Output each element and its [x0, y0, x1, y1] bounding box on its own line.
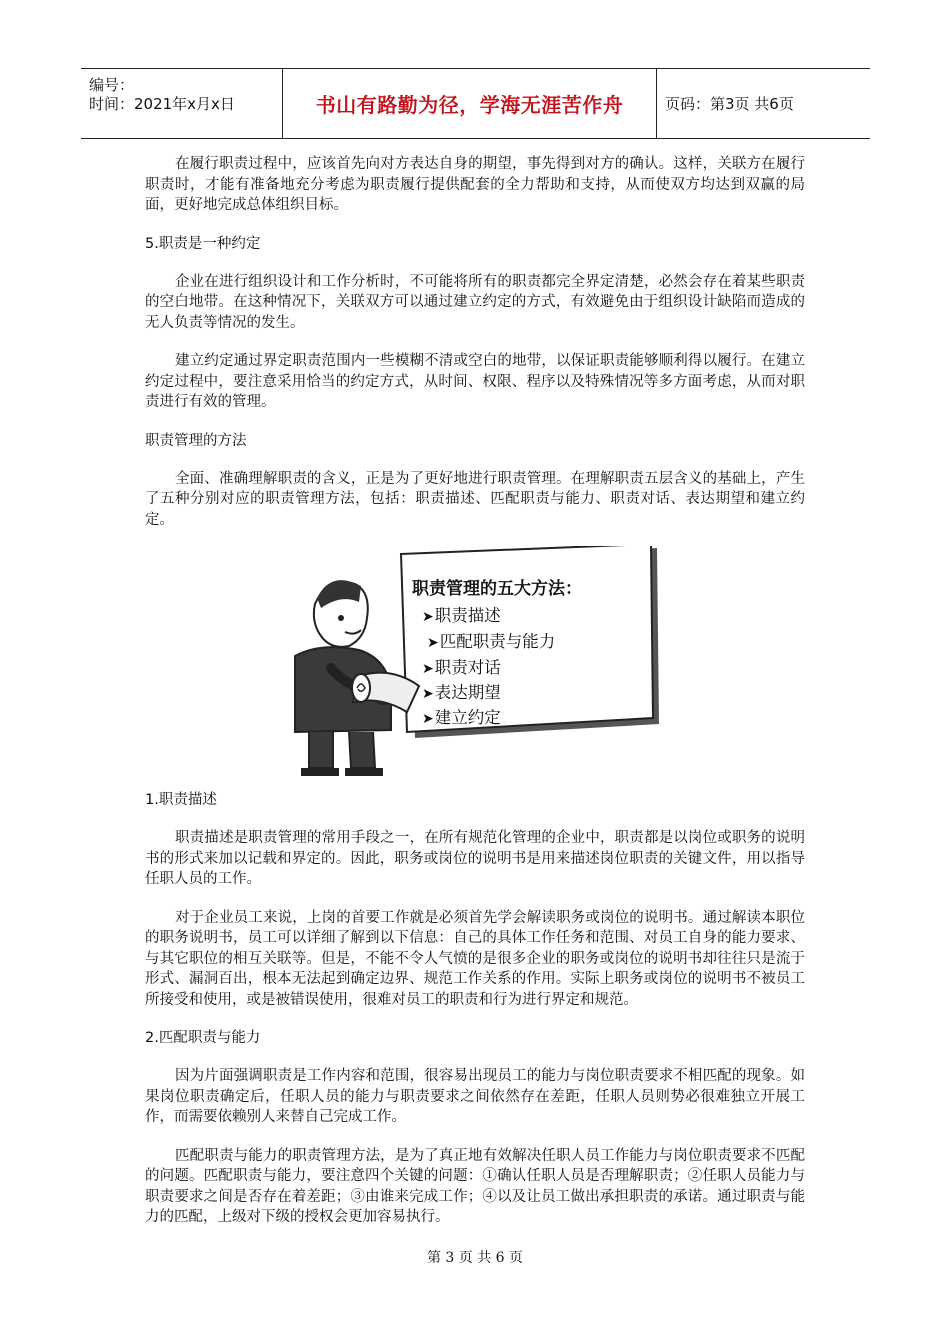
arrow-icon: ➤ — [422, 661, 434, 677]
motto: 书山有路勤为径，学海无涯苦作舟 — [315, 93, 624, 117]
arrow-icon: ➤ — [422, 686, 434, 702]
method-item: ➤匹配职责与能力 — [427, 632, 556, 651]
page-header — [81, 68, 870, 139]
paragraph-3: 建立约定通过界定职责范围内一些模糊不清或空白的地带，以保证职责能够顺利得以履行。在建立约定过程中，要注意采用恰当的约定方式，从时间、权限、程序以及特殊情况等多方面考虑，从而对职责进行有效的管理。 — [145, 353, 805, 410]
header-meta-cell — [81, 69, 283, 138]
document-body — [145, 154, 805, 1228]
header-page-cell — [657, 69, 870, 138]
method-item: ➤建立约定 — [422, 708, 501, 727]
illustration-title: 职责管理的五大方法： — [412, 579, 582, 599]
heading-5: 5.职责是一种约定 — [145, 235, 261, 252]
paragraph-2: 企业在进行组织设计和工作分析时，不可能将所有的职责都完全界定清楚，必然会存在着某些职责的空白地带。在这种情况下，关联双方可以通过建立约定的方式，有效避免由于组织设计缺陷而造成的无人负责等情况的发生。 — [145, 273, 805, 331]
method-item: ➤职责描述 — [422, 606, 501, 625]
paragraph-8: 匹配职责与能力的职责管理方法，是为了真正地有效解决任职人员工作能力与岗位职责要求不匹配的问题。匹配职责与能力，要注意四个关键的问题：①确认任职人员是否理解职责；②任职人员能力与职责要求之间是否存在着差距；③由谁来完成工作；④以及让员工做出承担职责的承诺。通过职责与能力的匹配，上级对下级的授权会更加容易执行。 — [145, 1147, 805, 1225]
arrow-icon: ➤ — [427, 635, 439, 651]
page-footer: 第 3 页 共 6 页 — [426, 1250, 524, 1266]
page-label: 页码：第3页 共6页 — [665, 95, 794, 113]
paragraph-6: 对于企业员工来说，上岗的首要工作就是必须首先学会解读职务或岗位的说明书。通过解读本职位的职务说明书，员工可以详细了解到以下信息：自己的具体工作任务和范围、对员工自身的能力要求、与其它职位的相互关联等。但是，不能不令人气愤的是很多企业的职务或岗位的说明书却往往只是流于形式、漏洞百出，根本无法起到确定边界、规范工作关系的作用。实际上职务或岗位的说明书不被员工所接受和使用，或是被错误使用，很难对员工的职责和行为进行界定和规范。 — [145, 909, 805, 1008]
paragraph-1: 在履行职责过程中，应该首先向对方表达自身的期望，事先得到对方的确认。这样，关联方在履行职责时，才能有准备地充分考虑为职责履行提供配套的全力帮助和支持，从而使双方均达到双赢的局面，更好地完成总体组织目标。 — [145, 156, 805, 213]
arrow-icon: ➤ — [422, 711, 434, 727]
method-item: ➤职责对话 — [422, 658, 501, 677]
heading-2: 2.匹配职责与能力 — [145, 1030, 261, 1046]
paragraph-5: 职责描述是职责管理的常用手段之一，在所有规范化管理的企业中，职责都是以岗位或职务的说明书的形式来加以记载和界定的。因此，职务或岗位的说明书是用来描述岗位职责的关键文件，用以指导任职人员的工作。 — [145, 830, 805, 887]
time-label: 时间：2021年x月x日 — [89, 95, 235, 113]
paragraph-4: 全面、准确理解职责的含义，正是为了更好地进行职责管理。在理解职责五层含义的基础上，产生了五种分别对应的职责管理方法，包括：职责描述、匹配职责与能力、职责对话、表达期望和建立约定。 — [145, 470, 805, 528]
paragraph-7: 因为片面强调职责是工作内容和范围，很容易出现员工的能力与岗位职责要求不相匹配的现象。如果岗位职责确定后，任职人员的能力与职责要求之间依然存在差距，任职人员则势必很难独立开展工作，而需要依赖别人来替自己完成工作。 — [145, 1068, 805, 1125]
five-methods-illustration — [145, 546, 805, 780]
method-item: ➤表达期望 — [422, 683, 501, 702]
header-motto-cell — [283, 69, 657, 138]
number-label: 编号： — [89, 76, 135, 94]
arrow-icon: ➤ — [422, 609, 434, 625]
heading-methods: 职责管理的方法 — [145, 432, 247, 449]
heading-1: 1.职责描述 — [145, 792, 217, 808]
